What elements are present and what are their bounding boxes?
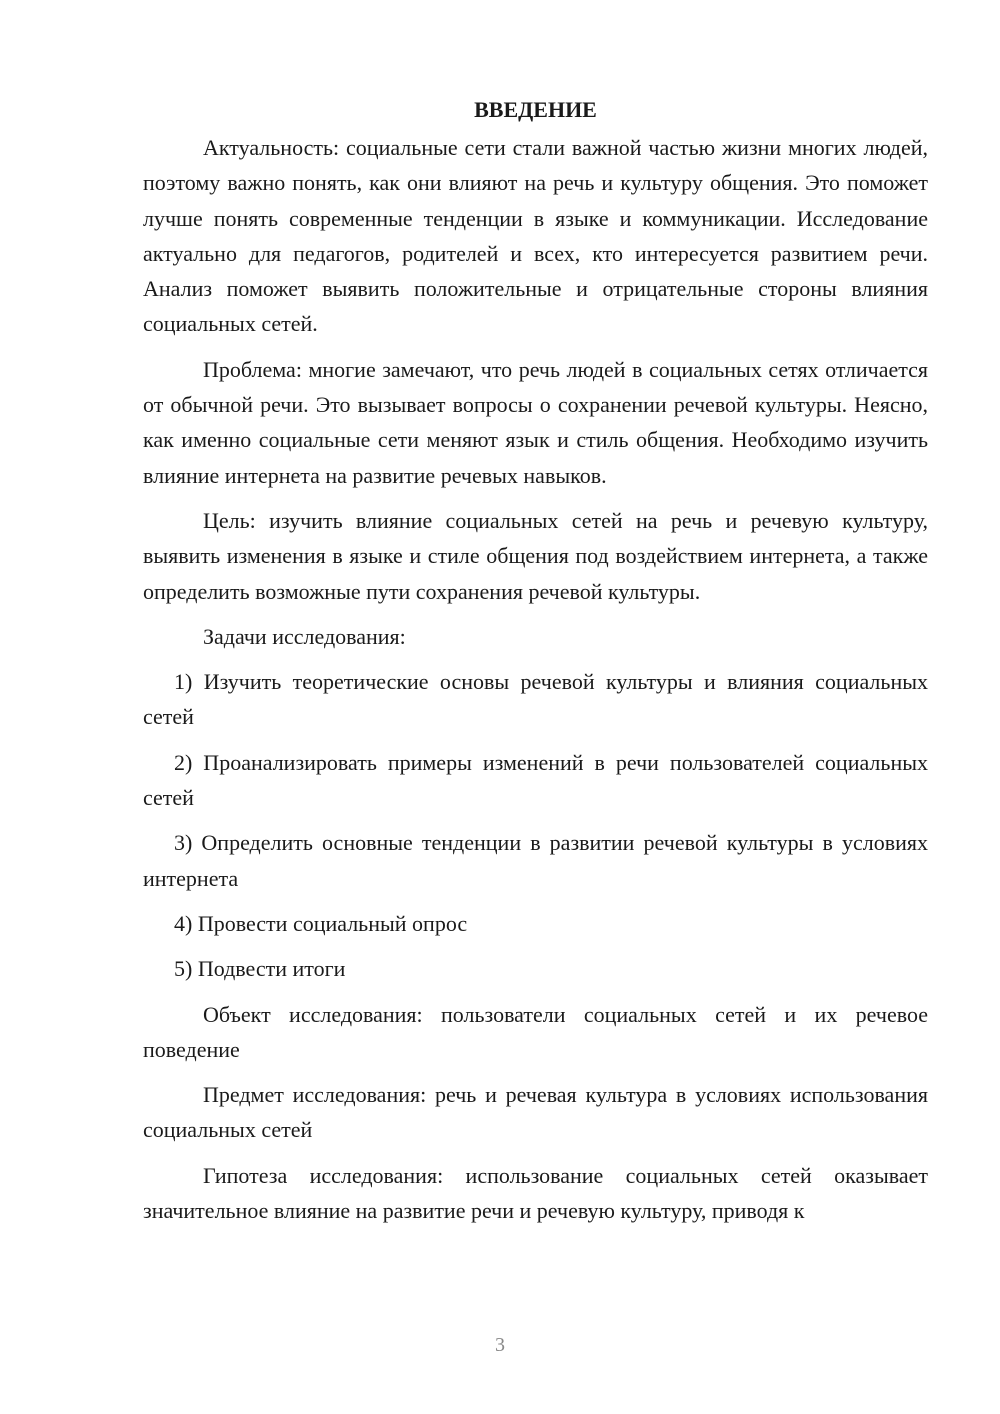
task-item: 1) Изучить теоретические основы речевой культуры и влияния социальных сетей [143, 669, 928, 730]
task-item: 5) Подвести итоги [174, 956, 346, 982]
object-paragraph: Объект исследования: пользователи социальных сетей и их речевое поведение [143, 1001, 928, 1062]
problem-paragraph: Проблема: многие замечают, что речь людей в социальных сетях отличается от обычной речи. Это вызывает вопросы о сохранении речевой культуры. Неясно, как именно социальные сети меняют язык и стиль общения. Необходимо изучить влияние интернета на развитие речевых навыков. [143, 356, 928, 488]
relevance-paragraph: Актуальность: социальные сети стали важной частью жизни многих людей, поэтому важно понять, как они влияют на речь и культуру общения. Это поможет лучше понять современные тенденции в языке и коммуникации. Исследование актуально для педагогов, родителей и всех, кто интересуется развитием речи. Анализ поможет выявить положительные и отрицательные стороны влияния социальных сетей. [143, 135, 928, 337]
page-title: ВВЕДЕНИЕ [474, 97, 597, 122]
task-item: 2) Проанализировать примеры изменений в речи пользователей социальных сетей [143, 749, 928, 811]
subject-paragraph: Предмет исследования: речь и речевая культура в условиях использования социальных сетей [143, 1082, 928, 1143]
page-number: 3 [495, 1334, 505, 1356]
hypothesis-paragraph: Гипотеза исследования: использование социальных сетей оказывает значительное влияние на развитие речи и речевую культуру, приводя к [143, 1162, 928, 1224]
tasks-heading: Задачи исследования: [203, 623, 406, 649]
task-item: 3) Определить основные тенденции в развитии речевой культуры в условиях интернета [143, 830, 928, 891]
goal-paragraph: Цель: изучить влияние социальных сетей на речь и речевую культуру, выявить изменения в языке и стиле общения под воздействием интернета, а также определить возможные пути сохранения речевой культуры. [143, 507, 928, 604]
document-page [143, 92, 928, 1228]
task-item: 4) Провести социальный опрос [174, 910, 468, 936]
